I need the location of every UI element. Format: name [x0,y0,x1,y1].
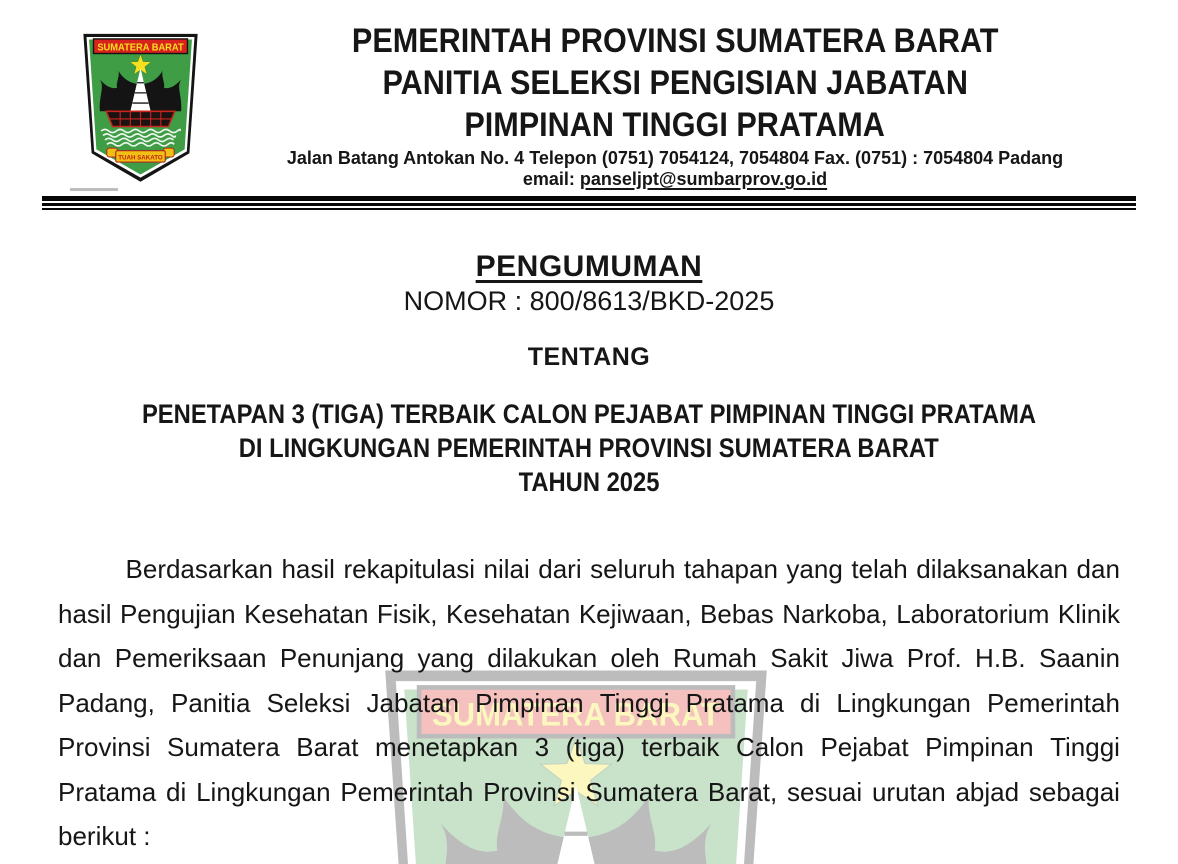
letterhead-divider [42,196,1136,210]
paragraph-line: berikut : [58,821,151,851]
org-name-line2: PANITIA SELEKSI PENGISIAN JABATAN [382,64,968,102]
subject-line: PENETAPAN 3 (TIGA) TERBAIK CALON PEJABAT PIMPINAN TINGGI PRATAMA [141,399,1037,429]
announcement-number: NOMOR : 800/8613/BKD-2025 [403,286,775,316]
email-label: email: [522,169,580,189]
paragraph-line: Pratama di Lingkungan Pemerintah Provinsi Sumatera Barat, sesuai urutan abjad sebagai [58,776,1120,807]
paragraph-line: Padang, Panitia Seleksi Jabatan Pimpinan Tinggi Pratama di Lingkungan Pemerintah [58,687,1120,718]
paragraph-line: Berdasarkan hasil rekapitulasi nilai dari seluruh tahapan yang telah dilaksanakan dan [125,554,1120,584]
divider-mid-line [42,203,1136,206]
letterhead [226,20,1124,190]
divider-thick-line [42,196,1136,201]
announcement-about-label: TENTANG [527,343,651,371]
announcement-subject [0,397,1178,499]
paragraph-line: hasil Pengujian Kesehatan Fisik, Kesehatan Kejiwaan, Bebas Narkoba, Laboratorium Klinik [58,598,1120,629]
body-paragraph [58,547,1120,859]
provincial-crest-logo [77,31,204,184]
email-address: panseljpt@sumbarprov.go.id [579,169,828,189]
org-name-line1: PEMERINTAH PROVINSI SUMATERA BARAT [351,22,999,60]
org-name-line3: PIMPINAN TINGGI PRATAMA [464,106,886,144]
announcement-title: PENGUMUMAN [475,250,703,283]
letterhead-email [226,169,1124,190]
divider-thin-line [42,208,1136,210]
paragraph-line: Provinsi Sumatera Barat menetapkan 3 (tiga) terbaik Calon Pejabat Pimpinan Tinggi [58,732,1120,762]
paragraph-line: dan Pemeriksaan Penunjang yang dilakukan oleh Rumah Sakit Jiwa Prof. H.B. Saanin [58,643,1120,673]
subject-line: TAHUN 2025 [518,467,660,497]
letterhead-address: Jalan Batang Antokan No. 4 Telepon (0751) 7054124, 7054804 Fax. (0751) : 7054804 Padang [286,148,1064,168]
scan-artifact [70,188,118,191]
subject-line: DI LINGKUNGAN PEMERINTAH PROVINSI SUMATERA BARAT [238,433,940,463]
